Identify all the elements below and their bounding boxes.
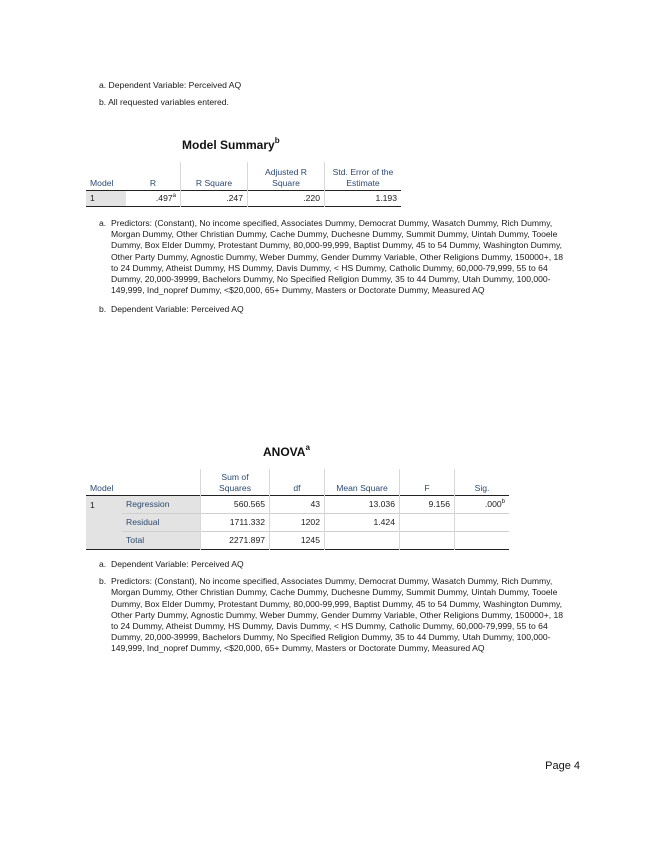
cell-ss: 2271.897: [201, 531, 270, 549]
cell-ss: 1711.332: [201, 513, 270, 531]
col-header-r: R: [149, 177, 157, 188]
col-header-sum-of-squares: Sum of Squares: [201, 469, 270, 495]
cell-sig: [455, 513, 510, 531]
cell-sig: .000$^b$: [455, 495, 510, 513]
model-summary-table: [86, 162, 401, 207]
cell-sig: [455, 531, 510, 549]
cell-r: .497$^a$: [155, 193, 176, 203]
footnote: b. Predictors: (Constant), No income specified, Associates Dummy, Democrat Dummy, Wasatch Dummy, Rich Dummy, Morgan Dummy, Other Christian Dummy, Cache Dummy, Duchesne Dummy, Summit Dummy, Uintah Dummy, Tooele Dummy, Box Elder Dummy, Protestant Dummy, 80,000-99,999, Baptist Dummy, 45 to 54 Dummy, Washington Dummy, Other Party Dummy, Agnostic Dummy, Weber Dummy, Gender Dummy Variable, Other Religions Dummy, 150000+, 18 to 24 Dummy, Atheist Dummy, HS Dummy, Davis Dummy, < HS Dummy, Catholic Dummy, 60,000-79,999, 55 to 64 Dummy, 20,000-39999, Bachelors Dummy, No Specified Religion Dummy, 35 to 44 Dummy, Utah Dummy, 100,000-149,999, Ind_nopref Dummy, <$20,000, 65+ Dummy, Masters or Doctorate Dummy, Measured AQ: [99, 576, 564, 654]
cell-std-error: 1.193: [325, 190, 402, 206]
cell-r-square: .247: [181, 190, 248, 206]
col-header-model: Model: [90, 482, 114, 493]
table-row: [86, 531, 509, 549]
cell-ms: [325, 531, 400, 549]
col-header-f: F: [400, 469, 455, 495]
cell-f: 9.156: [400, 495, 455, 513]
col-header-model: Model: [90, 177, 114, 188]
col-header-adj-r-square: Adjusted R Square: [248, 162, 325, 190]
page-number: Page 4: [545, 760, 580, 772]
footnote: a. Dependent Variable: Perceived AQ: [99, 559, 244, 569]
col-header-r-square: R Square: [181, 162, 248, 190]
footnote: a. Predictors: (Constant), No income specified, Associates Dummy, Democrat Dummy, Wasatch Dummy, Rich Dummy, Morgan Dummy, Other Christian Dummy, Cache Dummy, Duchesne Dummy, Summit Dummy, Uintah Dummy, Tooele Dummy, Box Elder Dummy, Protestant Dummy, 80,000-99,999, Baptist Dummy, 45 to 54 Dummy, Washington Dummy, Other Party Dummy, Agnostic Dummy, Weber Dummy, Gender Dummy Variable, Other Religions Dummy, 150000+, 18 to 24 Dummy, Atheist Dummy, HS Dummy, Davis Dummy, < HS Dummy, Catholic Dummy, 60,000-79,999, 55 to 64 Dummy, 20,000-39999, Bachelors Dummy, No Specified Religion Dummy, 35 to 44 Dummy, Utah Dummy, 100,000-149,999, Ind_nopref Dummy, <$20,000, 65+ Dummy, Masters or Doctorate Dummy, Measured AQ: [99, 218, 564, 296]
model-summary-footnotes: [99, 218, 569, 316]
col-header-std-error: Std. Error of the Estimate: [325, 162, 402, 190]
table-row: [86, 495, 509, 513]
row-label: Regression: [122, 495, 201, 513]
row-label: Residual: [122, 513, 201, 531]
anova-table: [86, 469, 509, 550]
cell-model: 1: [86, 495, 122, 549]
col-header-mean-square: Mean Square: [325, 469, 400, 495]
cell-df: 1245: [270, 531, 325, 549]
anova-title: ANOVA$^a$: [263, 443, 310, 459]
cell-f: [400, 513, 455, 531]
model-summary-title: Model Summary$^b$: [182, 136, 280, 152]
col-header-blank: [122, 469, 201, 495]
cell-df: 1202: [270, 513, 325, 531]
cell-f: [400, 531, 455, 549]
table-row: [86, 190, 401, 206]
cell-ss: 560.565: [201, 495, 270, 513]
top-note-b: b. All requested variables entered.: [99, 97, 229, 107]
col-header-sig: Sig.: [455, 469, 510, 495]
cell-model: 1: [86, 190, 126, 206]
top-note-a: a. Dependent Variable: Perceived AQ: [99, 80, 242, 90]
footnote: b. Dependent Variable: Perceived AQ: [99, 304, 244, 315]
col-header-df: df: [270, 469, 325, 495]
cell-ms: 13.036: [325, 495, 400, 513]
row-label: Total: [122, 531, 201, 549]
cell-df: 43: [270, 495, 325, 513]
table-row: [86, 513, 509, 531]
cell-ms: 1.424: [325, 513, 400, 531]
anova-footnotes: [99, 559, 569, 655]
cell-adj-r-square: .220: [248, 190, 325, 206]
